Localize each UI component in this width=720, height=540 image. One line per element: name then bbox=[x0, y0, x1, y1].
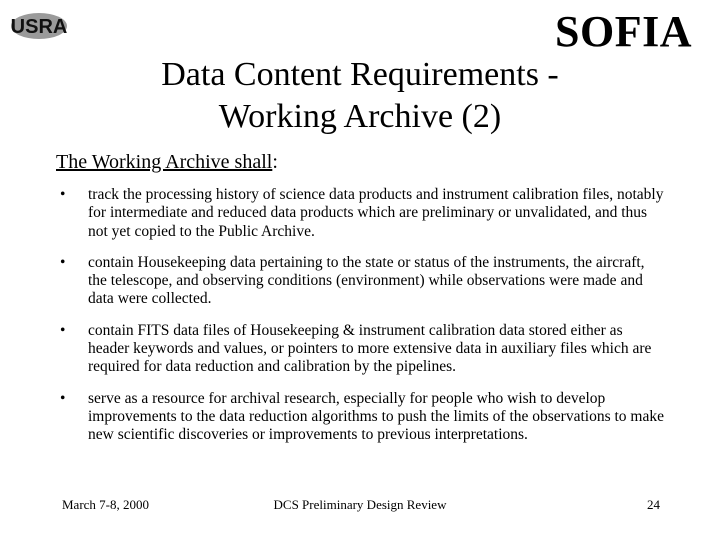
list-item bbox=[56, 186, 666, 241]
intro-line bbox=[56, 150, 278, 174]
intro-underlined: The Working Archive shall bbox=[56, 151, 273, 173]
bullet-icon: • bbox=[60, 389, 66, 407]
bullet-icon: • bbox=[60, 321, 66, 339]
footer-event: DCS Preliminary Design Review bbox=[273, 497, 447, 512]
list-item-text: serve as a resource for archival research, especially for people who wish to develop improvements to the data reduction algorithms to push the limits of the observations to make new scientific discoveries or improvements to previous interpretations. bbox=[88, 389, 664, 444]
brand-title: SOFIA bbox=[555, 7, 692, 56]
bullet-icon: • bbox=[60, 186, 66, 203]
usra-logo bbox=[10, 12, 68, 40]
footer-page-number: 24 bbox=[647, 497, 660, 512]
list-item-text: track the processing history of science data products and instrument calibration files, notably for intermediate and reduced data products which are preliminary or unvalidated, and thus not yet copied to the Public Archive. bbox=[88, 186, 664, 240]
intro-colon: : bbox=[272, 151, 278, 173]
page-title bbox=[0, 54, 720, 138]
footer-date: March 7-8, 2000 bbox=[62, 497, 150, 512]
title-line-2: Working Archive (2) bbox=[218, 98, 502, 135]
list-item bbox=[56, 322, 666, 377]
list-item bbox=[56, 390, 666, 445]
list-item-text: contain FITS data files of Housekeeping & instrument calibration data stored either as header keywords and values, or pointers to more extensive data in auxiliary files which are required for data reduction and calibration by the pipelines. bbox=[88, 321, 652, 376]
requirements-list bbox=[56, 186, 666, 458]
list-item-text: contain Housekeeping data pertaining to the state or status of the instruments, the aircraft, the telescope, and observing conditions (environment) while observations were made and data were collected. bbox=[88, 253, 645, 308]
logo-text: USRA bbox=[10, 16, 68, 38]
title-line-1: Data Content Requirements - bbox=[161, 56, 559, 93]
bullet-icon: • bbox=[60, 253, 66, 271]
list-item bbox=[56, 254, 666, 309]
